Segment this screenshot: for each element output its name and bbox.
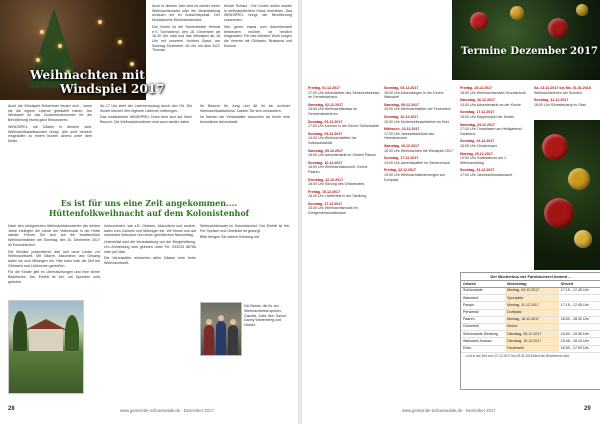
paragraph: Die Musiker präsentieren alte und neue Lieder zur Weihnachtszeit. Mit Gitarre, Akkordeon und Gesang laden sie zum Mitsingen ein. Hier kann man die Zeit bei Glühwein und Lebkuchen genießen.: [8, 249, 100, 268]
event-item: [384, 115, 456, 124]
event-item: [308, 103, 380, 117]
event-date: Samstag, 09.12.2017: [384, 102, 419, 107]
event-date: Sonntag, 31.12.2017: [534, 98, 569, 103]
event-text: Weihnachtsferien der Schulen: [534, 90, 582, 95]
event-item: [384, 86, 456, 100]
event-date: Samstag, 09.12.2017: [308, 148, 343, 153]
right-page: [302, 0, 600, 424]
event-text: 17:00 Uhr Jahresschlussandacht: [460, 172, 513, 177]
intro-column-2: [100, 104, 192, 194]
paragraph: WINDSPIEL mit Gästen in diesem Jahr: Weihnachtsstadtwochen bringt. Alle sind herzlich eingeladen zu einem bunten Abend unter dem Motto.: [8, 124, 92, 143]
event-date: Samstag, 16.12.2017: [460, 98, 495, 103]
ornament-ball: [470, 12, 488, 30]
house-shape: [29, 329, 63, 351]
paragraph: Wer gerne etwas zum Adventsmarkt beisteuern möchte, ist herzlich eingeladen. Für das leibliche Wohl sorgen die Vereine mit Glühwein, Bratwurst und Kuchen.: [224, 24, 292, 48]
event-text: 16:00 Uhr Weihnachtskonzert, Kirche Paaren: [308, 165, 368, 174]
events-column-4: [534, 86, 598, 118]
event-date: Sonntag, 17.12.2017: [308, 201, 343, 206]
paragraph: Nach den erfolgreichen Weihnachtskonzerten der letzten Jahre erklingen die Lieder der Volksmusik in der Hütte wieder. Freuen Sie sich auf die traditionellen Weihnachtslieder am Sonntag, den 10. Dezember 2017 im Kolonistenhof.: [8, 224, 100, 247]
paragraph: Ihr Besuch für Jung und Alt ist ein schöner Weihnachtsabschluss. Lassen Sie sich verzaubern.: [200, 104, 290, 113]
light-dot: [36, 58, 40, 62]
table-cell: [559, 295, 600, 301]
event-date: Sonntag, 10.12.2017: [308, 160, 343, 165]
event-text: 14:00 Uhr Weihnachtsfeier der Volkssolidarität: [308, 136, 357, 145]
event-item: [384, 103, 456, 112]
table-cell: [559, 324, 600, 330]
paragraph: Das musikalische WINDSPIEL Team freut sich auf Ihren Besuch. Die Weihnachtsmänner sind auch wieder dabei.: [100, 115, 192, 125]
event-date: Sonntag, 10.12.2017: [384, 114, 419, 119]
event-text: 17:00 Uhr Jahresabschluss des Heimatvereins: [384, 131, 435, 141]
table-header: Uhrzeit: [560, 282, 573, 286]
event-date: Sonntag, 17.12.2017: [384, 156, 419, 161]
table-cell: Pausin: [463, 302, 474, 307]
table-cell: Erlen: [463, 345, 472, 350]
table-row: [461, 295, 600, 302]
event-text: 15:30 Uhr Kinderweihnachtsfeier im Hort: [384, 119, 449, 124]
person-shape: [228, 325, 238, 355]
event-date: Samstag, 23.12.2017: [460, 122, 495, 127]
table-row: [461, 302, 600, 309]
person-shape: [204, 325, 214, 355]
title-line-2: Windspiel 2017: [60, 82, 165, 96]
event-date: Sa. 23.12.2017 bis Mo. 01.01.2018: [534, 86, 591, 90]
event-text: 14:00 Uhr Adventsmarkt an der Kirche: [460, 102, 521, 107]
event-item: [460, 98, 530, 107]
light-dot: [98, 20, 102, 24]
ornament-ball: [542, 134, 568, 160]
footer-url: www.gemeinde-schoenwalde.de · Dezember 2017: [402, 408, 496, 413]
event-text: 14:00 Uhr Adventskaffee im Seniorenclub: [384, 160, 451, 165]
event-item: [534, 98, 598, 107]
event-text: 19:00 Uhr Weihnachtsfeier der Feuerwehr: [384, 107, 451, 112]
table-cell: Schönwalde-Siedlung: [463, 331, 498, 336]
table-cell: 15:45 - 16:15 Uhr: [560, 338, 589, 343]
event-item: [460, 152, 530, 166]
table-cell: Paaren: [463, 317, 475, 322]
event-text: 17:00 Uhr Konzert in der Kirche Schönwalde: [308, 124, 379, 129]
person-head: [230, 319, 236, 325]
event-item: [308, 86, 380, 100]
paragraph: Unterstützt wird die Veranstaltung von der Bürgerstiftung. Um Anmeldung wird gebeten unter Tel. 033233 88766 oder per Mail.: [104, 240, 196, 254]
event-date: Montag, 25.12.2017: [460, 151, 493, 156]
event-date: Sonntag, 17.12.2017: [460, 110, 495, 115]
paragraph: Der Verein ist die Schönstedter Heimat e.V. Sonnabend, den 16. Dezember ab 16.30 Uhr statt und das Windspiel ab 18 Uhr mit unserem Holdern Band, am Sonntag Dezember 18 Uhr mit dem ACD Thomas.: [152, 24, 220, 53]
left-page: [0, 0, 298, 424]
christmas-balls-photo: [534, 120, 600, 270]
table-cell: [559, 310, 600, 316]
table-cell: Perwenitz: [463, 309, 479, 314]
event-item: [534, 86, 598, 95]
paragraph: Bitte bringen Sie warme Kleidung mit.: [200, 235, 260, 240]
table-row: [461, 338, 600, 345]
event-item: [384, 156, 456, 165]
event-item: [308, 161, 380, 175]
right-page-title: Termine Dezember 2017: [460, 46, 598, 57]
table-header: Wochentag: [507, 282, 527, 286]
table-cell: 17:15 - 17:45 Uhr: [560, 288, 589, 293]
event-item: [460, 123, 530, 137]
event-item: [460, 110, 530, 119]
footer-url: www.gemeinde-schoenwalde.de · Dezember 2017: [120, 408, 214, 413]
ornament-photo: [452, 0, 600, 80]
photo-caption: Die Bands, die Ihr am Weihnachtsfest spielen: Claudia, Jutta, Ilse, Sanne, Danny Wartenberg und Harald.: [244, 304, 287, 328]
event-item: [308, 202, 380, 216]
light-dot: [118, 40, 122, 44]
body-column-2: [104, 224, 196, 298]
ornament-ball: [548, 18, 568, 38]
light-dot: [40, 30, 44, 34]
event-text: 15:00 Uhr Weihnachtsbasar im Gemeindezentrum: [308, 107, 358, 116]
light-dot: [130, 62, 134, 66]
event-item: [460, 86, 530, 95]
table-row: [461, 288, 600, 295]
event-item: [308, 178, 380, 187]
intro-column-3: [200, 104, 290, 194]
intro-column-1: [8, 104, 92, 194]
table-header-row: [461, 281, 600, 288]
event-text: 17:00 Uhr Adventsfeier des Seniorenbeirates im Gemeindehaus: [308, 90, 380, 100]
event-date: Freitag, 15.12.2017: [460, 86, 492, 90]
event-date: Sonntag, 31.12.2017: [460, 168, 495, 173]
event-text: 16:30 Uhr Weihnachten mit Windspiel 2017: [384, 148, 454, 153]
event-date: Samstag, 16.12.2017: [384, 143, 419, 148]
event-date: Sonntag, 03.12.2017: [308, 131, 343, 136]
table-cell: Schönwalde: [463, 288, 483, 293]
event-date: Sonntag, 03.12.2017: [308, 119, 343, 124]
light-dot: [58, 44, 62, 48]
table-cell: 17:15 - 17:45 Uhr: [560, 302, 589, 307]
body-column-3: [200, 224, 290, 298]
title-line-1: Weihnachten mit: [30, 68, 145, 82]
heading-line-1: Es ist für uns eine Zeit angekommen....: [60, 198, 238, 208]
table-row: [461, 331, 600, 338]
event-date: Dienstag, 12.12.2017: [308, 177, 344, 182]
paragraph: Instrumenten, wie z.B. Gitarren, Akkordeon und andere, laden zum Zuhören und Mitsingen ein. Wir freuen uns auf zahlreiche Besucher und einen gemütlichen Nachmittag.: [104, 224, 196, 238]
section-heading: [8, 198, 290, 218]
table-cell: 18:00 - 18:30 Uhr: [560, 317, 589, 322]
table-header: Ortsteil: [463, 282, 476, 286]
event-text: 18:00 Uhr Silvesterparty im Saal: [534, 102, 586, 107]
events-column-1: [308, 86, 380, 402]
table-row: [461, 317, 600, 324]
ornament-ball: [574, 230, 592, 248]
person-shape: [216, 321, 226, 355]
event-date: Freitag, 01.12.2017: [308, 86, 340, 90]
paragraph: Kinder Schaut - Die Linden sollen wieder in weihnachtlichem Glanz erstrahlen. Das WINDSPIEL bringt die Bevölkerung zusammen.: [224, 4, 292, 23]
page-number: 28: [8, 406, 15, 412]
tree-shape: [13, 311, 27, 351]
ornament-ball: [568, 168, 590, 190]
table-cell: Montag, 18.12.2017: [505, 317, 559, 323]
heading-line-2: Hüttenfolkweihnacht auf dem Kolonistenhof: [48, 208, 250, 218]
ornament-ball: [544, 198, 574, 228]
event-item: [308, 120, 380, 129]
table-cell: Montag, 11.12.2017: [505, 302, 559, 308]
paragraph: Die Veranstalter wünschen allen Gästen eine frohe Weihnachtszeit.: [104, 256, 196, 265]
ornament-ball: [576, 4, 588, 16]
kolonistenhof-photo: [8, 300, 84, 394]
table-cell: Kirche: [505, 324, 559, 330]
intro-column-top-1: [152, 4, 220, 100]
person-head: [206, 319, 212, 325]
event-text: 15:00 Uhr Adventsmarkt im Ortsteil Pausin: [308, 153, 376, 158]
event-item: [460, 168, 530, 177]
table-cell: Dienstag, 05.12.2017: [505, 331, 559, 337]
event-text: 19:00 Uhr Weihnachtsliedersingen am Dorfplatz: [384, 172, 445, 182]
paragraph: Im Namen der Veranstalter wünschen wir Ihnen eine besinnliche Adventszeit.: [200, 115, 290, 125]
tree-shape: [65, 315, 79, 351]
intro-column-top-2: [224, 4, 292, 100]
events-column-2: [384, 86, 456, 402]
event-text: 15:00 Uhr Krippenspiel der Kinder: [460, 114, 515, 119]
event-text: 15:00 Uhr Weihnachtsmusik im Dorfgemeinschaftshaus: [308, 206, 358, 216]
event-date: Sonntag, 03.12.2017: [384, 86, 419, 90]
bookbus-table: [460, 272, 600, 390]
paragraph: Auch die Windspiel-Teilnehmer freuen sich - wenn sie die eigene Laterne gebastelt haben. Am Windspiel ist das Zusammenkommen für die Bevölkerung etwas ganz Besonderes.: [8, 104, 92, 123]
table-cell: Grünefeld: [463, 324, 479, 329]
event-date: Freitag, 22.12.2017: [384, 168, 416, 173]
events-column-3: [460, 86, 530, 268]
event-text: 10:00 Uhr Gottesdienst am 1. Weihnachtstag: [460, 156, 507, 165]
event-item: [308, 149, 380, 158]
table-cell: 16:30 - 17:00 Uhr: [560, 345, 589, 350]
event-text: 18:00 Uhr Sitzung des Ortsbeirates: [308, 182, 365, 187]
event-text: 15:00 Uhr Christvesper: [460, 143, 497, 148]
paragraph: Ab 17 Uhr zieht der Laternenumzug durch den Ort. Die Kinder können Ihre eigenen Laternen mitbringen.: [100, 104, 192, 113]
paragraph: Weihnachtsmarkt im Kolonistenhof: Der Eintritt ist frei. Für Speisen und Getränke ist gesorgt.: [200, 224, 290, 233]
event-item: [308, 132, 380, 146]
event-item: [384, 144, 456, 153]
event-date: Samstag, 02.12.2017: [308, 102, 343, 107]
table-row: [461, 346, 600, 353]
event-item: [384, 127, 456, 141]
event-item: [460, 139, 530, 148]
page-number: 29: [584, 406, 591, 412]
event-date: Freitag, 15.12.2017: [308, 189, 340, 194]
event-text: 18:30 Uhr Lichterfest in der Siedlung: [308, 194, 367, 199]
table-cell: Wansdorf-Ausbau: [463, 338, 492, 343]
event-text: 18:00 Uhr Weihnachtsmarkt Grundschule: [460, 90, 526, 95]
table-cell: Sportplatz: [505, 295, 559, 301]
band-photo: [200, 302, 242, 356]
table-cell: Dienstag, 19.12.2017: [505, 338, 559, 344]
table-cell: 15:00 - 15:30 Uhr: [560, 331, 589, 336]
table-cell: Feuerwehr: [505, 346, 559, 352]
event-date: Mittwoch, 13.12.2017: [384, 127, 420, 132]
table-title: Der Bücherbus der Fahrbücherei kommt ...: [461, 273, 600, 281]
body-column-1: [8, 224, 100, 298]
event-date: Sonntag, 24.12.2017: [460, 139, 495, 144]
paragraph: Auch in diesem Jahr wird es wieder einen Weihnachtsmarkt oder die Veranstaltung schauen wir im Aussichtspunkt. Der Musikalische Weihnachtsmarkt.: [152, 4, 220, 23]
table-cell: Dorfplatz: [505, 310, 559, 316]
person-head: [218, 315, 224, 321]
table-cell: Wansdorf: [463, 295, 479, 300]
paragraph: Für die Kinder gibt es Überraschungen und eine kleine Bastelecke. Der Eintritt ist frei, um Spenden wird gebeten.: [8, 270, 100, 284]
event-item: [384, 168, 456, 182]
table-row: [461, 324, 600, 331]
table-note: ... und in der Zeit vom 27.12.2017 bis 05.01.2018 fährt der Bücherbus nicht.: [463, 353, 570, 358]
table-row: [461, 310, 600, 317]
ornament-ball: [510, 6, 524, 20]
table-cell: Montag, 04.12.2017: [505, 288, 559, 294]
event-item: [308, 190, 380, 199]
event-text: 17:00 Uhr Turmblasen am Heiligabend-Vorabend: [460, 127, 523, 136]
event-text: 16:00 Uhr Adventsingen in der Kirche Wansdorf: [384, 90, 444, 100]
